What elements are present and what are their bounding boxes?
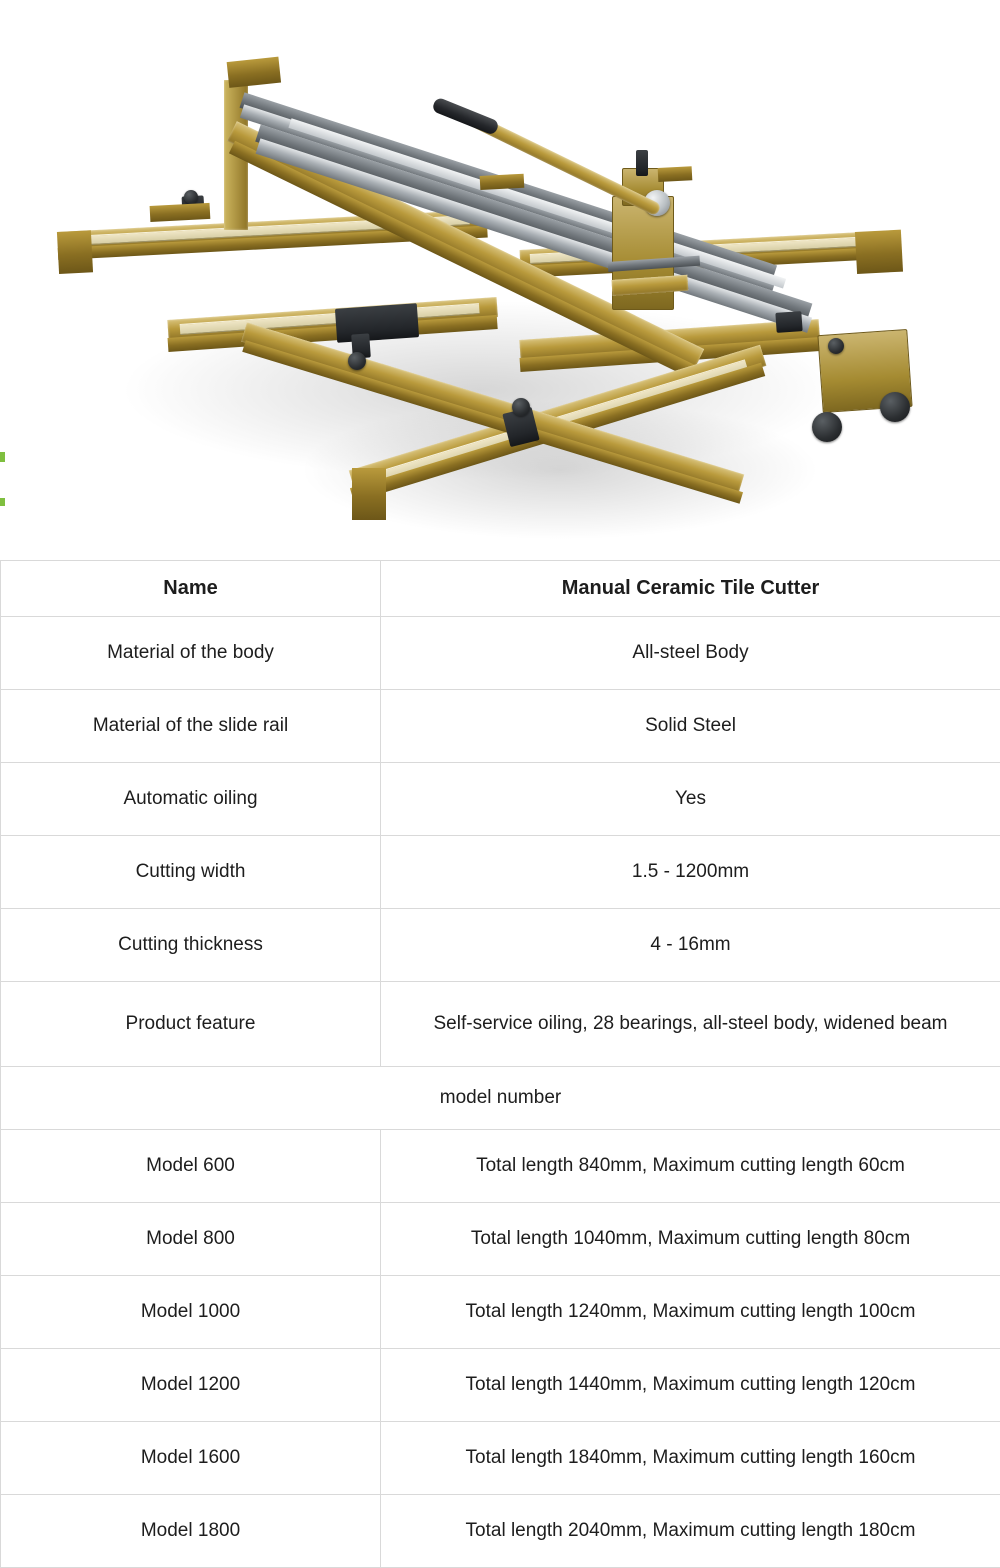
beam-bracket bbox=[480, 174, 525, 190]
specification-table bbox=[0, 560, 1000, 1568]
table-header-value: Manual Ceramic Tile Cutter bbox=[381, 561, 1000, 617]
spec-label: Product feature bbox=[1, 982, 381, 1067]
spec-label: Cutting thickness bbox=[1, 909, 381, 982]
table-row bbox=[1, 1349, 1000, 1422]
rear-stop-knob bbox=[184, 190, 198, 204]
table-row bbox=[1, 982, 1000, 1067]
rear-arm-bracket bbox=[150, 203, 211, 222]
image-edge-artifact bbox=[0, 498, 5, 506]
table-row bbox=[1, 1422, 1000, 1495]
bottom-stop-knob bbox=[512, 398, 530, 416]
model-label: Model 1800 bbox=[1, 1495, 381, 1568]
table-header-label: Name bbox=[1, 561, 381, 617]
spec-label: Material of the body bbox=[1, 617, 381, 690]
table-row bbox=[1, 909, 1000, 982]
bottom-rail-end-block bbox=[352, 468, 386, 520]
table-section-row bbox=[1, 1067, 1000, 1130]
table-row bbox=[1, 1130, 1000, 1203]
section-title: model number bbox=[1, 1067, 1000, 1130]
right-arm-end-block bbox=[855, 230, 903, 274]
table-row bbox=[1, 763, 1000, 836]
frame-left-top-cap bbox=[227, 57, 281, 88]
handle-grip bbox=[431, 97, 500, 136]
spec-value: 1.5 - 1200mm bbox=[381, 836, 1000, 909]
model-value: Total length 2040mm, Maximum cutting length 180cm bbox=[381, 1495, 1000, 1568]
angle-guide-clamp bbox=[335, 303, 419, 343]
table-row bbox=[1, 690, 1000, 763]
spec-value: Yes bbox=[381, 763, 1000, 836]
model-label: Model 1600 bbox=[1, 1422, 381, 1495]
cutting-head-shaft bbox=[636, 150, 648, 176]
table-row bbox=[1, 1276, 1000, 1349]
model-label: Model 1000 bbox=[1, 1276, 381, 1349]
product-image bbox=[0, 0, 1000, 560]
image-edge-artifact bbox=[0, 452, 5, 462]
model-value: Total length 1440mm, Maximum cutting length 120cm bbox=[381, 1349, 1000, 1422]
right-stop-clamp bbox=[775, 311, 802, 333]
table-row bbox=[1, 617, 1000, 690]
table-row bbox=[1, 1495, 1000, 1568]
model-label: Model 1200 bbox=[1, 1349, 381, 1422]
spec-value: All-steel Body bbox=[381, 617, 1000, 690]
product-image-stage bbox=[0, 0, 1000, 560]
head-bracket bbox=[658, 166, 693, 182]
spec-label: Cutting width bbox=[1, 836, 381, 909]
table-row bbox=[1, 1203, 1000, 1276]
spec-label: Material of the slide rail bbox=[1, 690, 381, 763]
table-header-row bbox=[1, 561, 1000, 617]
model-value: Total length 1840mm, Maximum cutting length 160cm bbox=[381, 1422, 1000, 1495]
spec-value: 4 - 16mm bbox=[381, 909, 1000, 982]
model-label: Model 800 bbox=[1, 1203, 381, 1276]
model-label: Model 600 bbox=[1, 1130, 381, 1203]
spec-value: Self-service oiling, 28 bearings, all-steel body, widened beam bbox=[381, 982, 1000, 1067]
model-value: Total length 1240mm, Maximum cutting length 100cm bbox=[381, 1276, 1000, 1349]
left-arm-end-block bbox=[57, 230, 93, 274]
spec-value: Solid Steel bbox=[381, 690, 1000, 763]
model-value: Total length 1040mm, Maximum cutting length 80cm bbox=[381, 1203, 1000, 1276]
wheel-right bbox=[880, 392, 910, 422]
right-pivot-knob bbox=[828, 338, 844, 354]
table-row bbox=[1, 836, 1000, 909]
wheel-left bbox=[812, 412, 842, 442]
angle-guide-knob bbox=[348, 352, 366, 370]
spec-label: Automatic oiling bbox=[1, 763, 381, 836]
model-value: Total length 840mm, Maximum cutting length 60cm bbox=[381, 1130, 1000, 1203]
